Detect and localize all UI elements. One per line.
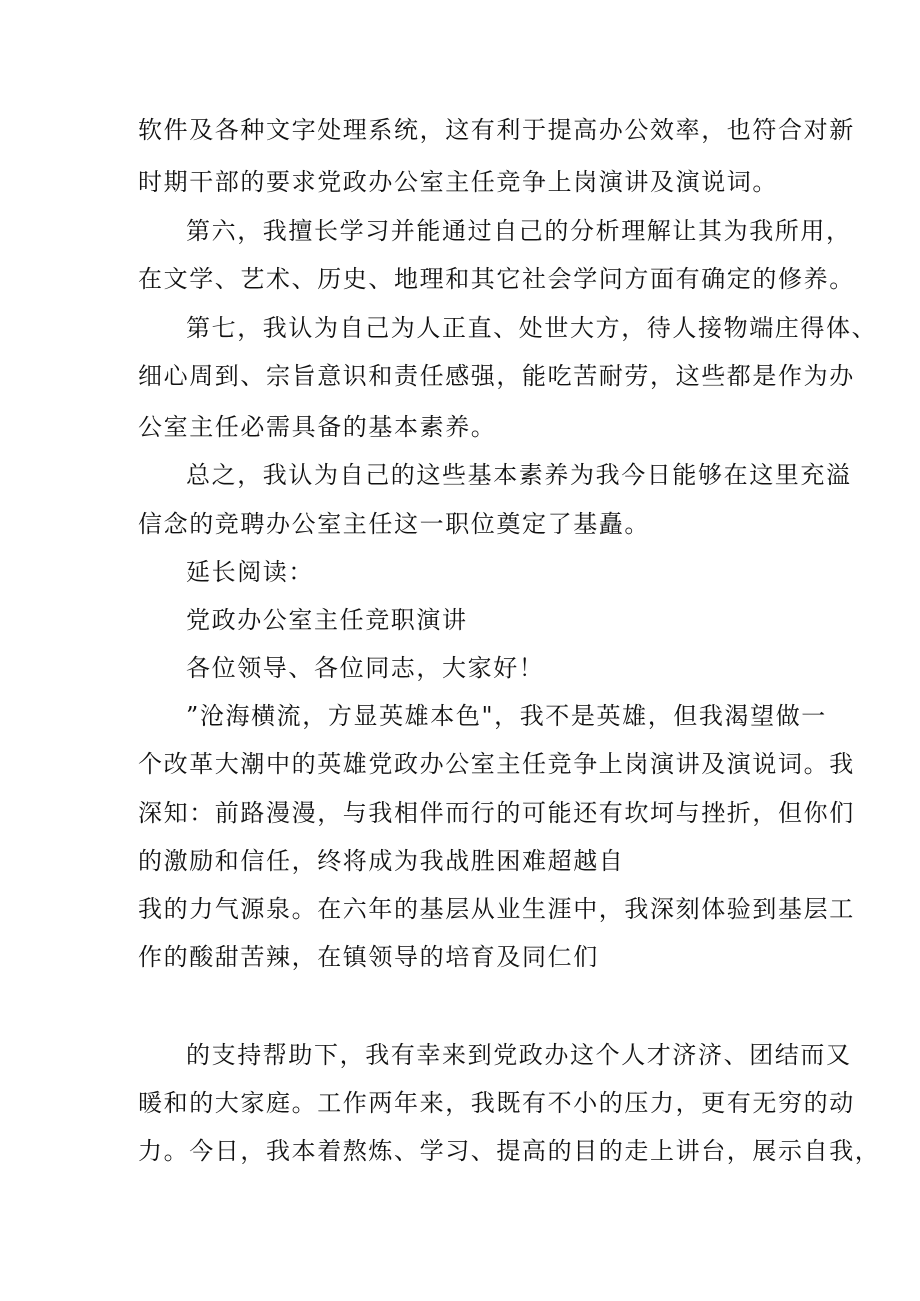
text-line: 各位领导、各位同志，大家好！	[186, 654, 545, 682]
text-line: 信念的竞聘办公室主任这一职位奠定了基矗。	[138, 510, 650, 538]
text-line: 第七，我认为自己为人正直、处世大方，待人接物端庄得体、	[186, 314, 878, 342]
text-line: ”沧海横流，方显英雄本色"，我不是英雄，但我渴望做一	[186, 702, 827, 730]
text-line: 在文学、艺术、历史、地理和其它社会学问方面有确定的修养。	[138, 265, 855, 293]
text-line: 深知：前路漫漫，与我相伴而行的可能还有坎坷与挫折，但你们	[138, 799, 855, 827]
text-line: 延长阅读：	[186, 558, 314, 586]
text-line: 力。今日，我本着熬炼、学习、提高的目的走上讲台，展示自我，	[138, 1137, 881, 1165]
text-line: 公室主任必需具备的基本素养。	[138, 413, 497, 441]
text-line: 的支持帮助下，我有幸来到党政办这个人才济济、团结而又	[186, 1041, 852, 1069]
text-line: 暖和的大家庭。工作两年来，我既有不小的压力，更有无穷的动	[138, 1089, 855, 1117]
text-line: 我的力气源泉。在六年的基层从业生涯中，我深刻体验到基层工	[138, 895, 855, 923]
text-line: 细心周到、宗旨意识和责任感强，能吃苦耐劳，这些都是作为办	[138, 362, 855, 390]
text-line: 的激励和信任，终将成为我战胜困难超越自	[138, 847, 625, 875]
text-line: 时期干部的要求党政办公室主任竞争上岗演讲及演说词。	[138, 168, 778, 196]
text-line: 总之，我认为自己的这些基本素养为我今日能够在这里充溢	[186, 461, 852, 489]
text-line: 个改革大潮中的英雄党政办公室主任竞争上岗演讲及演说词。我	[138, 750, 855, 778]
text-line: 作的酸甜苦辣，在镇领导的培育及同仁们	[138, 943, 599, 971]
text-line: 第六，我擅长学习并能通过自己的分析理解让其为我所用，	[186, 217, 852, 245]
text-line: 软件及各种文字处理系统，这有利于提高办公效率，也符合对新	[138, 116, 855, 144]
text-line: 党政办公室主任竞职演讲	[186, 606, 468, 634]
